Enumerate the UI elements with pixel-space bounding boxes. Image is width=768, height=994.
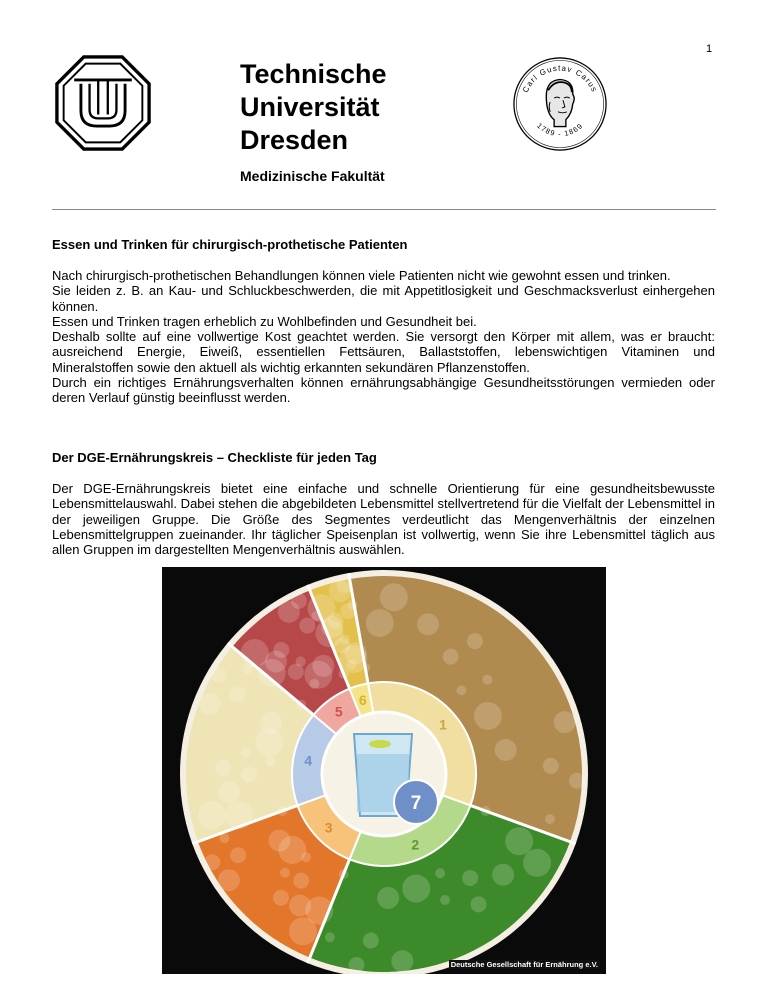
food-item <box>495 739 517 761</box>
food-item <box>211 667 227 683</box>
food-item <box>273 890 289 906</box>
food-item <box>363 932 379 948</box>
food-item <box>325 932 335 942</box>
food-item <box>569 773 585 789</box>
food-item <box>255 728 283 756</box>
food-item <box>230 847 246 863</box>
food-item <box>204 854 220 870</box>
food-item <box>417 613 439 635</box>
food-item <box>198 801 226 829</box>
food-item <box>543 758 559 774</box>
faculty-name: Medizinische Fakultät <box>240 168 385 184</box>
seal-top-text: Carl Gustav Carus <box>520 63 600 95</box>
food-item <box>266 756 276 766</box>
food-item <box>505 827 533 855</box>
food-item <box>545 814 555 824</box>
food-item <box>301 852 311 862</box>
food-item <box>380 583 408 611</box>
segment-label-3: 3 <box>324 819 333 836</box>
food-item <box>492 864 514 886</box>
food-item <box>391 950 413 972</box>
title-line-1: Technische <box>240 59 387 89</box>
section-heading-dge: Der DGE-Ernährungskreis – Checkliste für jeden Tag <box>52 450 377 465</box>
dge-text <box>52 481 715 557</box>
food-item <box>462 870 478 886</box>
tu-dresden-logo <box>55 55 151 151</box>
food-item <box>474 702 502 730</box>
food-item <box>456 685 466 695</box>
food-item <box>225 801 253 829</box>
food-item <box>348 957 364 973</box>
food-item <box>288 664 304 680</box>
food-item <box>199 693 221 715</box>
segment-label-2: 2 <box>411 836 420 853</box>
food-item <box>366 609 394 637</box>
seal-bottom-text: 1789 - 1869 <box>535 121 585 139</box>
nutrition-circle-graphic <box>162 567 606 974</box>
food-item <box>278 601 300 623</box>
food-item <box>443 649 459 665</box>
paragraph: Deshalb sollte auf eine vollwertige Kost geachtet werden. Sie versorgt den Körper mit allem, was er braucht: ausreichend Energie, Eiweiß, essentiellen Fettsäuren, Ballaststoffen, lebenswichtigen Vitaminen und Mineralstoffen sowie den aktuell als wichtig erkannten sekundären Pflanzenstoffen. <box>52 329 715 375</box>
title-line-3: Dresden <box>240 125 349 155</box>
segment-label-4: 4 <box>304 752 313 769</box>
food-item <box>435 868 445 878</box>
food-item <box>309 679 319 689</box>
header-divider <box>52 209 716 210</box>
dge-nutrition-circle <box>162 567 606 974</box>
food-item <box>329 580 351 602</box>
section-heading-patients: Essen und Trinken für chirurgisch-prothetische Patienten <box>52 237 408 252</box>
paragraph: Sie leiden z. B. an Kau- und Schluckbeschwerden, die mit Appetitlosigkeit und Geschmacksverlust einhergehen können. <box>52 283 715 314</box>
food-item <box>280 868 290 878</box>
food-item <box>229 686 245 702</box>
segment-label-1: 1 <box>439 716 447 733</box>
food-item <box>299 618 315 634</box>
food-item <box>377 887 399 909</box>
food-item <box>218 781 240 803</box>
food-item <box>215 760 231 776</box>
intro-text <box>52 268 715 406</box>
food-item <box>523 849 551 877</box>
food-item <box>241 748 251 758</box>
food-item <box>467 633 483 649</box>
food-item <box>241 766 257 782</box>
food-item <box>554 711 576 733</box>
segment-label-5: 5 <box>334 703 343 720</box>
title-line-2: Universität <box>240 92 380 122</box>
food-item <box>482 675 492 685</box>
food-item <box>402 875 430 903</box>
food-item <box>440 895 450 905</box>
paragraph: Essen und Trinken tragen erheblich zu Wohlbefinden und Gesundheit bei. <box>52 313 477 329</box>
food-item <box>346 660 356 670</box>
lemon-slice-icon <box>369 740 391 748</box>
university-title <box>240 58 387 157</box>
page-number: 1 <box>706 43 713 55</box>
food-item <box>293 873 309 889</box>
segment-label-7: 7 <box>410 793 422 814</box>
paragraph: Der DGE-Ernährungskreis bietet eine einfache und schnelle Orientierung für eine gesundheitsbewusste Lebensmittelauswahl. Dabei stehen die abgebildeten Lebensmittel stellvertretend für die Vielfalt der Lebensmittel in der jeweiligen Gruppe. Die Größe des Segmentes verdeutlicht das Mengenverhältnis der einzelnen Lebensmittelgruppen zueinander. Ihr täglicher Speisenplan ist vollwertig, wenn Sie ihre Lebensmittel täglich aus allen Gruppen im dargestellten Mengenverhältnis auswählen. <box>52 481 715 558</box>
food-item <box>218 869 240 891</box>
segment-label-6: 6 <box>358 691 367 708</box>
image-credit: Deutsche Gesellschaft für Ernährung e.V. <box>450 960 598 969</box>
portrait-icon <box>546 80 574 127</box>
paragraph: Durch ein richtiges Ernährungsverhalten können ernährungsabhängige Gesundheitsstörungen vermieden oder deren Verlauf günstig beeinflusst werden. <box>52 375 715 406</box>
carus-seal <box>510 55 610 153</box>
food-item <box>471 896 487 912</box>
paragraph: Nach chirurgisch-prothetischen Behandlungen können viele Patienten nicht wie gewohnt essen und trinken. <box>52 268 671 283</box>
